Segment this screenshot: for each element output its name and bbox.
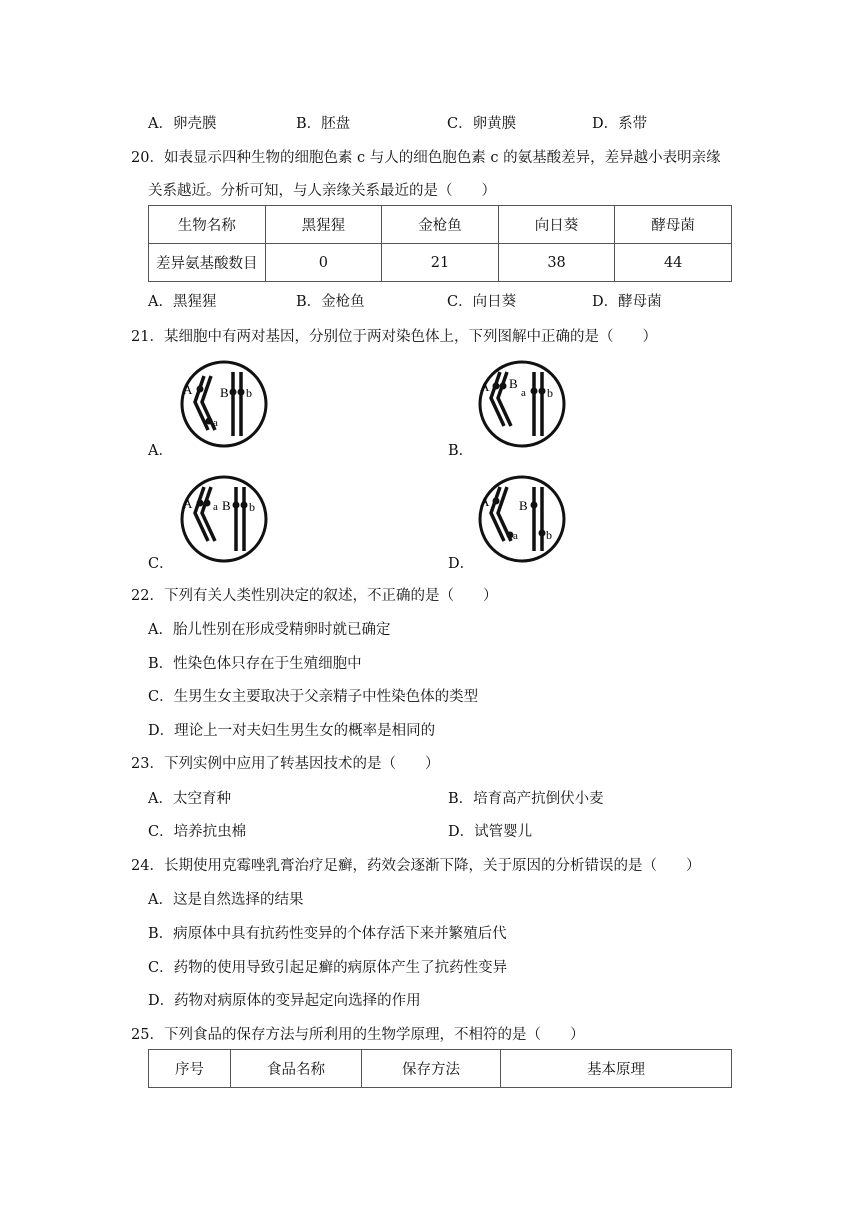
q22-option-b: B．性染色体只存在于生殖细胞中 bbox=[148, 656, 362, 672]
gene-label: b bbox=[547, 386, 553, 400]
gene-locus bbox=[204, 500, 211, 507]
table-header-cell: 金枪鱼 bbox=[382, 206, 499, 244]
q20-option-d: D．酵母菌 bbox=[592, 294, 662, 310]
table-cell: 差异氨基酸数目 bbox=[149, 244, 266, 282]
q23-stem: 23．下列实例中应用了转基因技术的是（ ） bbox=[131, 756, 440, 772]
q23-option-d: D．试管婴儿 bbox=[448, 824, 533, 840]
gene-locus bbox=[206, 418, 213, 425]
q24-option-d: D．药物对病原体的变异起定向选择的作用 bbox=[148, 993, 421, 1009]
gene-locus bbox=[531, 388, 538, 395]
gene-label: A bbox=[480, 494, 490, 509]
q19-option-d: D．系带 bbox=[592, 116, 648, 132]
gene-locus bbox=[500, 383, 507, 390]
gene-label: a bbox=[513, 530, 518, 542]
table-cell: 38 bbox=[498, 244, 615, 282]
gene-locus bbox=[493, 383, 500, 390]
q22-option-c: C．生男生女主要取决于父亲精子中性染色体的类型 bbox=[148, 689, 479, 705]
q23-option-b: B．培育高产抗倒伏小麦 bbox=[448, 791, 604, 807]
gene-locus bbox=[539, 388, 546, 395]
q20-table bbox=[148, 205, 732, 282]
gene-label: b bbox=[246, 386, 252, 400]
gene-locus bbox=[230, 389, 237, 396]
gene-label: B bbox=[222, 498, 231, 513]
table-row bbox=[149, 206, 732, 244]
gene-locus bbox=[531, 502, 538, 509]
q21-option-c-label: C． bbox=[148, 556, 174, 572]
q25-table bbox=[148, 1049, 732, 1088]
q22-option-d: D．理论上一对夫妇生男生女的概率是相同的 bbox=[148, 723, 436, 739]
table-cell: 0 bbox=[265, 244, 382, 282]
gene-label: a bbox=[213, 501, 218, 513]
gene-label: a bbox=[213, 417, 218, 429]
q19-option-b: B．胚盘 bbox=[296, 116, 351, 132]
gene-label: A bbox=[183, 496, 193, 511]
gene-label: B bbox=[509, 376, 518, 391]
q25-stem: 25．下列食品的保存方法与所利用的生物学原理，不相符的是（ ） bbox=[131, 1027, 585, 1043]
q19-option-c: C．卵黄膜 bbox=[447, 116, 517, 132]
cell-membrane bbox=[182, 477, 266, 561]
gene-label: b bbox=[546, 528, 552, 542]
q21-option-d-label: D． bbox=[448, 556, 475, 572]
gene-label: b bbox=[249, 500, 255, 514]
gene-label: A bbox=[480, 379, 490, 394]
q21-option-b-label: B． bbox=[448, 443, 474, 459]
gene-label: B bbox=[220, 385, 229, 400]
q24-option-a: A．这是自然选择的结果 bbox=[148, 892, 304, 908]
q24-option-c: C．药物的使用导致引起足癣的病原体产生了抗药性变异 bbox=[148, 960, 508, 976]
gene-locus bbox=[539, 530, 546, 537]
table-header-cell: 酵母菌 bbox=[615, 206, 732, 244]
table-header-cell: 食品名称 bbox=[231, 1050, 362, 1088]
table-header-cell: 序号 bbox=[149, 1050, 231, 1088]
gene-locus bbox=[238, 389, 245, 396]
gene-label: B bbox=[519, 498, 528, 513]
q20-option-c: C．向日葵 bbox=[447, 294, 517, 310]
cell-diagram-d bbox=[476, 473, 568, 565]
q22-option-a: A．胎儿性别在形成受精卵时就已确定 bbox=[148, 622, 391, 638]
q23-option-c: C．培养抗虫棉 bbox=[148, 824, 247, 840]
table-row bbox=[149, 1050, 732, 1088]
gene-locus bbox=[197, 386, 204, 393]
gene-locus bbox=[197, 500, 204, 507]
table-cell: 44 bbox=[615, 244, 732, 282]
q20-stem-line2: 关系越近。分析可知，与人亲缘关系最近的是（ ） bbox=[148, 183, 496, 199]
table-cell: 21 bbox=[382, 244, 499, 282]
table-header-cell: 生物名称 bbox=[149, 206, 266, 244]
gene-locus bbox=[241, 502, 248, 509]
q19-option-a: A．卵壳膜 bbox=[148, 116, 217, 132]
q20-option-b: B．金枪鱼 bbox=[296, 294, 365, 310]
cell-diagram-b bbox=[476, 358, 568, 450]
table-row bbox=[149, 244, 732, 282]
table-header-cell: 基本原理 bbox=[501, 1050, 732, 1088]
table-header-cell: 向日葵 bbox=[498, 206, 615, 244]
q22-stem: 22．下列有关人类性别决定的叙述，不正确的是（ ） bbox=[131, 588, 498, 604]
gene-locus bbox=[493, 498, 500, 505]
q21-stem: 21．某细胞中有两对基因，分别位于两对染色体上，下列图解中正确的是（ ） bbox=[131, 329, 657, 345]
q24-option-b: B．病原体中具有抗药性变异的个体存活下来并繁殖后代 bbox=[148, 926, 507, 942]
q24-stem: 24．长期使用克霉唑乳膏治疗足癣，药效会逐渐下降，关于原因的分析错误的是（ ） bbox=[131, 858, 701, 874]
gene-label: a bbox=[521, 387, 526, 399]
q20-stem-line1: 20．如表显示四种生物的细胞色素 c 与人的细色胞色素 c 的氨基酸差异，差异越小表明亲缘 bbox=[131, 150, 721, 166]
table-header-cell: 保存方法 bbox=[362, 1050, 501, 1088]
cell-diagram-c bbox=[178, 473, 270, 565]
table-header-cell: 黑猩猩 bbox=[265, 206, 382, 244]
q23-option-a: A．太空育种 bbox=[148, 791, 231, 807]
q20-option-a: A．黑猩猩 bbox=[148, 294, 217, 310]
gene-locus bbox=[233, 502, 240, 509]
cell-diagram-a bbox=[178, 358, 270, 450]
gene-label: A bbox=[183, 382, 193, 397]
q21-option-a-label: A． bbox=[148, 443, 173, 459]
